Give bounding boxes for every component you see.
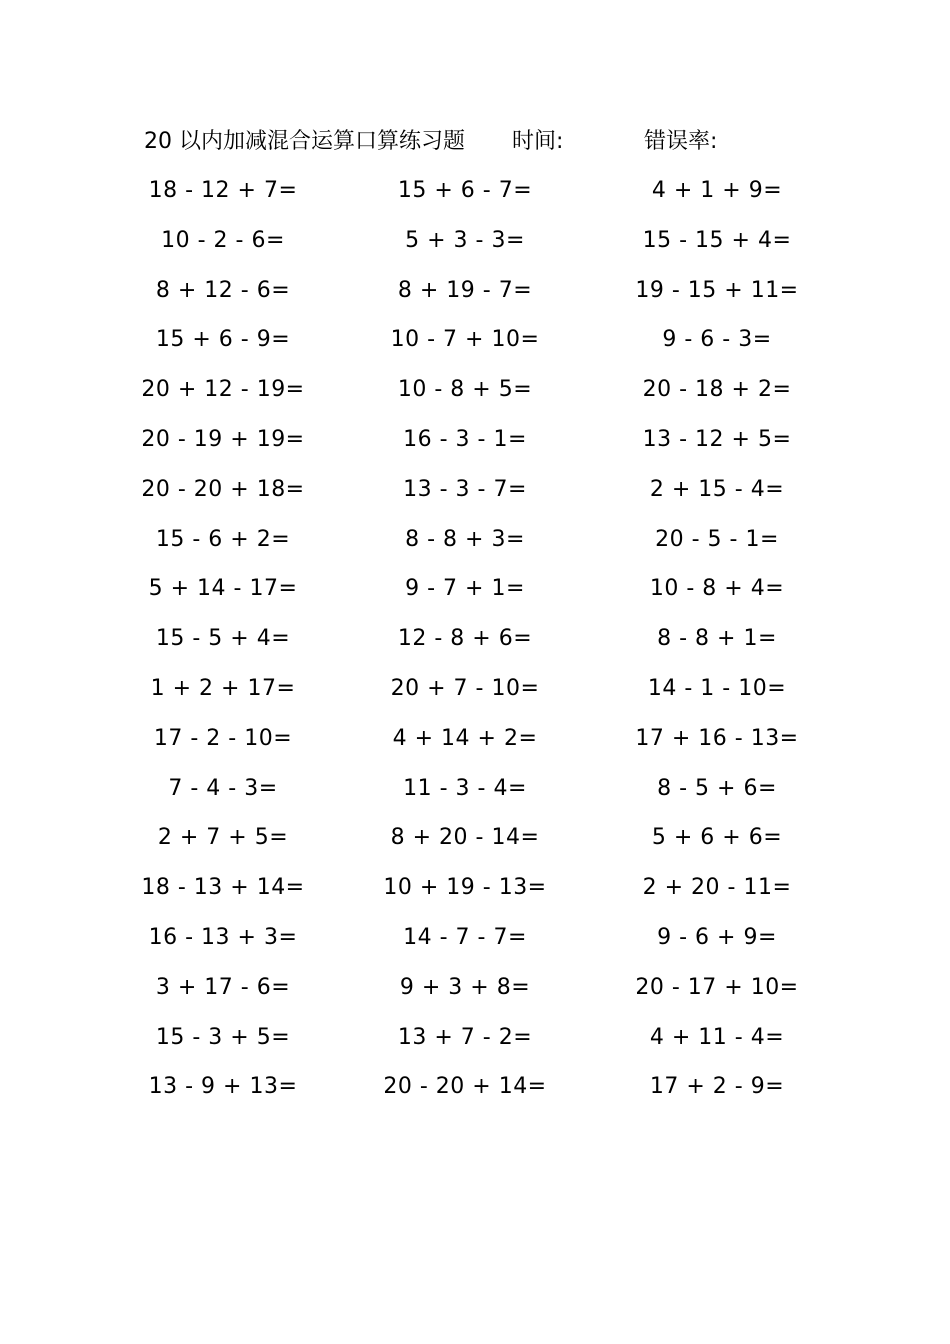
arithmetic-problem: 9 - 7 + 1= xyxy=(405,576,525,602)
arithmetic-problem: 10 - 8 + 4= xyxy=(649,576,785,602)
problem-row xyxy=(0,1068,950,1118)
arithmetic-problem: 12 - 8 + 6= xyxy=(397,626,533,652)
problem-row xyxy=(0,272,950,322)
arithmetic-problem: 13 + 7 - 2= xyxy=(397,1024,533,1050)
problem-row xyxy=(0,471,950,521)
arithmetic-problem: 10 + 19 - 13= xyxy=(383,875,547,901)
arithmetic-problem: 19 - 15 + 11= xyxy=(635,277,799,303)
problem-row xyxy=(0,720,950,770)
arithmetic-problem: 9 + 3 + 8= xyxy=(399,974,531,1000)
problem-row xyxy=(0,521,950,571)
arithmetic-problem: 17 + 2 - 9= xyxy=(649,1074,785,1100)
problem-row xyxy=(0,371,950,421)
arithmetic-problem: 20 - 5 - 1= xyxy=(655,526,779,552)
arithmetic-problem: 10 - 8 + 5= xyxy=(397,377,533,403)
arithmetic-problem: 4 + 14 + 2= xyxy=(392,725,538,751)
arithmetic-problem: 20 + 7 - 10= xyxy=(390,675,540,701)
arithmetic-problem: 20 - 20 + 14= xyxy=(383,1074,547,1100)
arithmetic-problem: 16 - 13 + 3= xyxy=(148,924,298,950)
problem-row xyxy=(0,570,950,620)
arithmetic-problem: 15 + 6 - 7= xyxy=(397,178,533,203)
error-rate-label: 错误率: xyxy=(644,129,718,154)
problem-row xyxy=(0,321,950,371)
problem-row xyxy=(0,172,950,222)
arithmetic-problem: 15 - 6 + 2= xyxy=(155,526,291,552)
arithmetic-problem: 10 - 2 - 6= xyxy=(161,227,285,253)
arithmetic-problem: 1 + 2 + 17= xyxy=(150,675,296,701)
arithmetic-problem: 20 - 20 + 18= xyxy=(141,476,305,502)
problem-row xyxy=(0,869,950,919)
arithmetic-problem: 4 + 1 + 9= xyxy=(651,178,783,203)
problem-row xyxy=(0,819,950,869)
arithmetic-problem: 17 - 2 - 10= xyxy=(153,725,293,751)
arithmetic-problem: 13 - 12 + 5= xyxy=(642,426,792,452)
arithmetic-problem: 20 + 12 - 19= xyxy=(141,377,305,403)
problem-row xyxy=(0,421,950,471)
arithmetic-problem: 13 - 9 + 13= xyxy=(148,1074,298,1100)
arithmetic-problem: 20 - 19 + 19= xyxy=(141,426,305,452)
arithmetic-problem: 18 - 12 + 7= xyxy=(148,178,298,203)
arithmetic-problem: 9 - 6 - 3= xyxy=(662,327,772,353)
arithmetic-problem: 2 + 20 - 11= xyxy=(642,875,792,901)
worksheet-title: 20 以内加减混合运算口算练习题 xyxy=(144,129,465,154)
arithmetic-problem: 17 + 16 - 13= xyxy=(635,725,799,751)
arithmetic-problem: 16 - 3 - 1= xyxy=(403,426,527,452)
arithmetic-problem: 8 + 12 - 6= xyxy=(155,277,291,303)
arithmetic-problem: 2 + 15 - 4= xyxy=(649,476,785,502)
arithmetic-problem: 8 - 5 + 6= xyxy=(657,775,777,801)
arithmetic-problem: 7 - 4 - 3= xyxy=(168,775,278,801)
time-label: 时间: xyxy=(512,129,564,154)
problem-row xyxy=(0,620,950,670)
arithmetic-problem: 20 - 17 + 10= xyxy=(635,974,799,1000)
arithmetic-problem: 5 + 6 + 6= xyxy=(651,825,783,851)
arithmetic-problem: 5 + 14 - 17= xyxy=(148,576,298,602)
arithmetic-problem: 2 + 7 + 5= xyxy=(157,825,289,851)
arithmetic-problem: 14 - 1 - 10= xyxy=(647,675,787,701)
arithmetic-problem: 15 - 15 + 4= xyxy=(642,227,792,253)
arithmetic-problem: 8 - 8 + 3= xyxy=(405,526,525,552)
problem-row xyxy=(0,670,950,720)
arithmetic-problem: 15 - 5 + 4= xyxy=(155,626,291,652)
arithmetic-problem: 3 + 17 - 6= xyxy=(155,974,291,1000)
arithmetic-problem: 8 + 19 - 7= xyxy=(397,277,533,303)
problem-row xyxy=(0,1019,950,1069)
arithmetic-problem: 5 + 3 - 3= xyxy=(405,227,525,253)
arithmetic-problem: 8 - 8 + 1= xyxy=(657,626,777,652)
arithmetic-problem: 8 + 20 - 14= xyxy=(390,825,540,851)
arithmetic-problem: 20 - 18 + 2= xyxy=(642,377,792,403)
arithmetic-problem: 18 - 13 + 14= xyxy=(141,875,305,901)
arithmetic-problem: 13 - 3 - 7= xyxy=(403,476,527,502)
problem-row xyxy=(0,969,950,1019)
problem-row xyxy=(0,222,950,272)
problem-row xyxy=(0,919,950,969)
arithmetic-problem: 9 - 6 + 9= xyxy=(657,924,777,950)
arithmetic-problem: 14 - 7 - 7= xyxy=(403,924,527,950)
problem-row xyxy=(0,770,950,820)
arithmetic-problem: 4 + 11 - 4= xyxy=(649,1024,785,1050)
problem-grid xyxy=(0,172,950,1118)
arithmetic-problem: 15 + 6 - 9= xyxy=(155,327,291,353)
arithmetic-problem: 10 - 7 + 10= xyxy=(390,327,540,353)
arithmetic-problem: 15 - 3 + 5= xyxy=(155,1024,291,1050)
worksheet-header xyxy=(144,124,784,160)
arithmetic-problem: 11 - 3 - 4= xyxy=(403,775,527,801)
